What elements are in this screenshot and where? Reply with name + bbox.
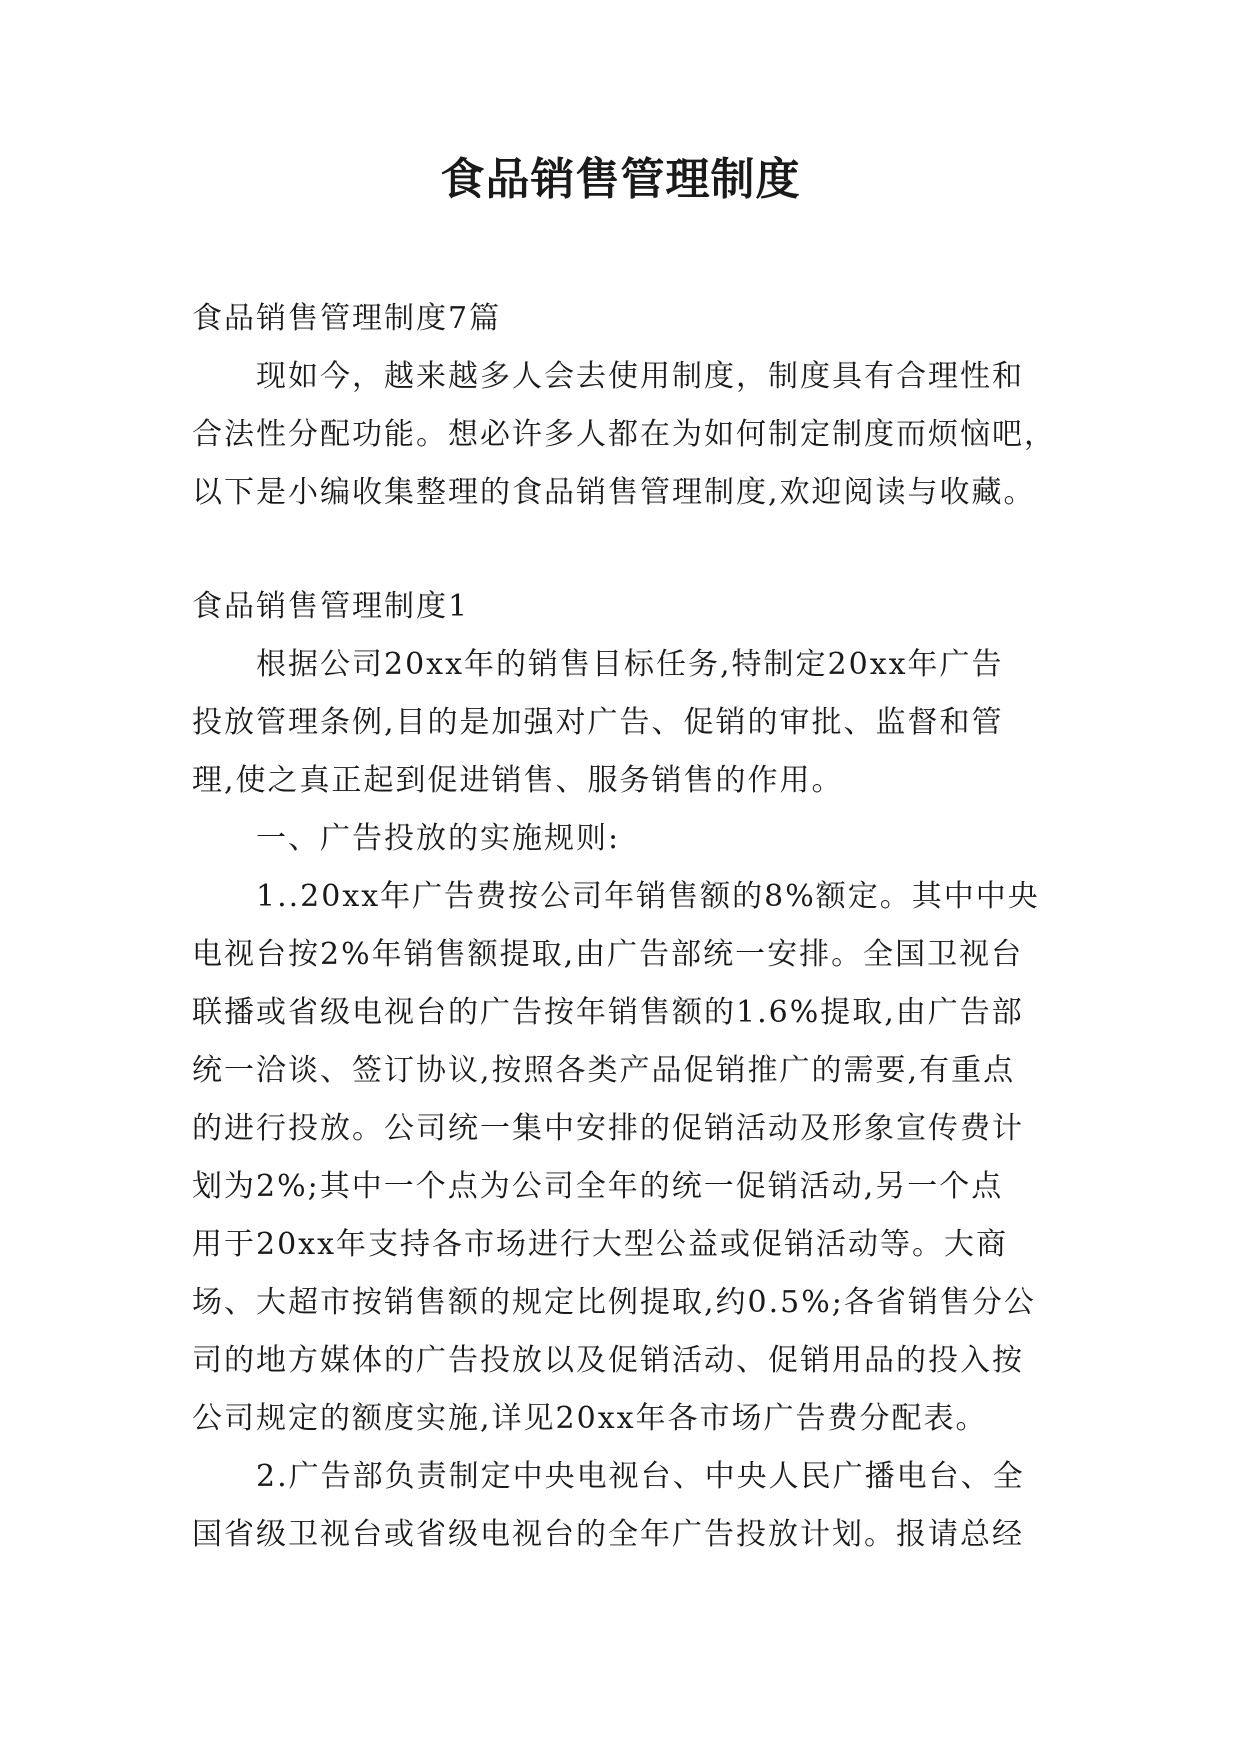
paragraph-line: 2.广告部负责制定中央电视台、中央人民广播电台、全 [256, 1459, 1025, 1494]
paragraph-1 [192, 636, 1052, 810]
paragraph-line: 合法性分配功能。想必许多人都在为如何制定制度而烦恼吧， [192, 417, 1056, 452]
paragraph-line: 用于20xx年支持各市场进行大型公益或促销活动等。大商 [192, 1227, 1009, 1262]
paragraph-line: 现如今，越来越多人会去使用制度，制度具有合理性和 [256, 359, 1024, 394]
paragraph-line: 划为2%;其中一个点为公司全年的统一促销活动,另一个点 [192, 1169, 1004, 1204]
spacer [192, 522, 1052, 578]
paragraph-line: 统一洽谈、签订协议,按照各类产品促销推广的需要,有重点 [192, 1053, 1016, 1088]
subtitle: 食品销售管理制度7篇 [192, 301, 502, 336]
paragraph-line: 联播或省级电视台的广告按年销售额的1.6%提取,由广告部 [192, 995, 1024, 1030]
rule-heading: 一、广告投放的实施规则: [256, 821, 621, 856]
section-heading: 食品销售管理制度1 [192, 589, 470, 624]
paragraph-line: 投放管理条例,目的是加强对广告、促销的审批、监督和管 [192, 705, 1004, 740]
rule-1-paragraph [192, 868, 1052, 1448]
paragraph-line: 以下是小编收集整理的食品销售管理制度,欢迎阅读与收藏。 [192, 475, 1036, 510]
document-title: 食品销售管理制度 [440, 154, 801, 205]
paragraph-line: 电视台按2%年销售额提取,由广告部统一安排。全国卫视台 [192, 937, 1024, 972]
paragraph-line: 理,使之真正起到促进销售、服务销售的作用。 [192, 763, 844, 798]
rule-2-paragraph [192, 1448, 1052, 1564]
paragraph-line: 1..20xx年广告费按公司年销售额的8%额定。其中中央 [256, 879, 1040, 914]
paragraph-line: 的进行投放。公司统一集中安排的促销活动及形象宣传费计 [192, 1111, 1024, 1146]
paragraph-line: 公司规定的额度实施,详见20xx年各市场广告费分配表。 [192, 1401, 988, 1436]
paragraph-line: 司的地方媒体的广告投放以及促销活动、促销用品的投入按 [192, 1343, 1024, 1378]
paragraph-line: 场、大超市按销售额的规定比例提取,约0.5%;各省销售分公 [192, 1285, 1036, 1320]
intro-paragraph [192, 348, 1056, 522]
document-body [192, 290, 1056, 1564]
paragraph-line: 根据公司20xx年的销售目标任务,特制定20xx年广告 [256, 647, 1004, 682]
paragraph-line: 国省级卫视台或省级电视台的全年广告投放计划。报请总经 [192, 1517, 1024, 1552]
